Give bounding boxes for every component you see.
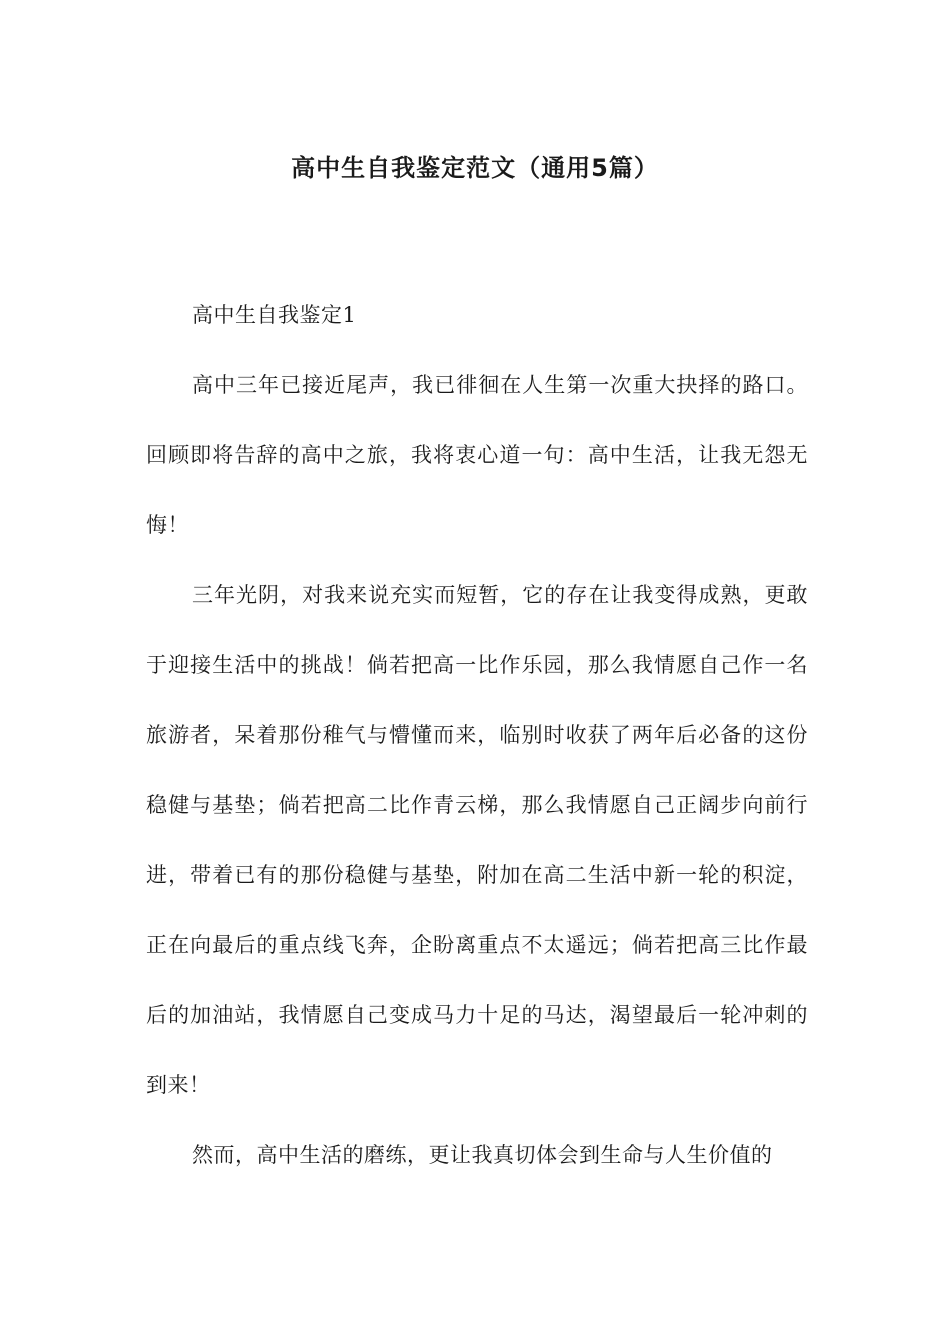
paragraph: 高中三年已接近尾声，我已徘徊在人生第一次重大抉择的路口。回顾即将告辞的高中之旅，我将衷心道一句：高中生活，让我无怨无悔！ — [146, 373, 808, 537]
paragraph: 然而，高中生活的磨练，更让我真切体会到生命与人生价值的 — [192, 1143, 773, 1167]
section-heading: 高中生自我鉴定1 — [192, 303, 357, 327]
document-title: 高中生自我鉴定范文（通用5篇） — [291, 154, 659, 182]
paragraph: 三年光阴，对我来说充实而短暂，它的存在让我变得成熟，更敢于迎接生活中的挑战！倘若把高一比作乐园，那么我情愿自己作一名旅游者，呆着那份稚气与懵懂而来，临别时收获了两年后必备的这份稳健与基垫；倘若把高二比作青云梯，那么我情愿自己正阔步向前行进，带着已有的那份稳健与基垫，附加在高二生活中新一轮的积淀，正在向最后的重点线飞奔，企盼离重点不太遥远；倘若把高三比作最后的加油站，我情愿自己变成马力十足的马达，渴望最后一轮冲刺的到来！ — [146, 583, 808, 1097]
document-body — [146, 280, 808, 1190]
